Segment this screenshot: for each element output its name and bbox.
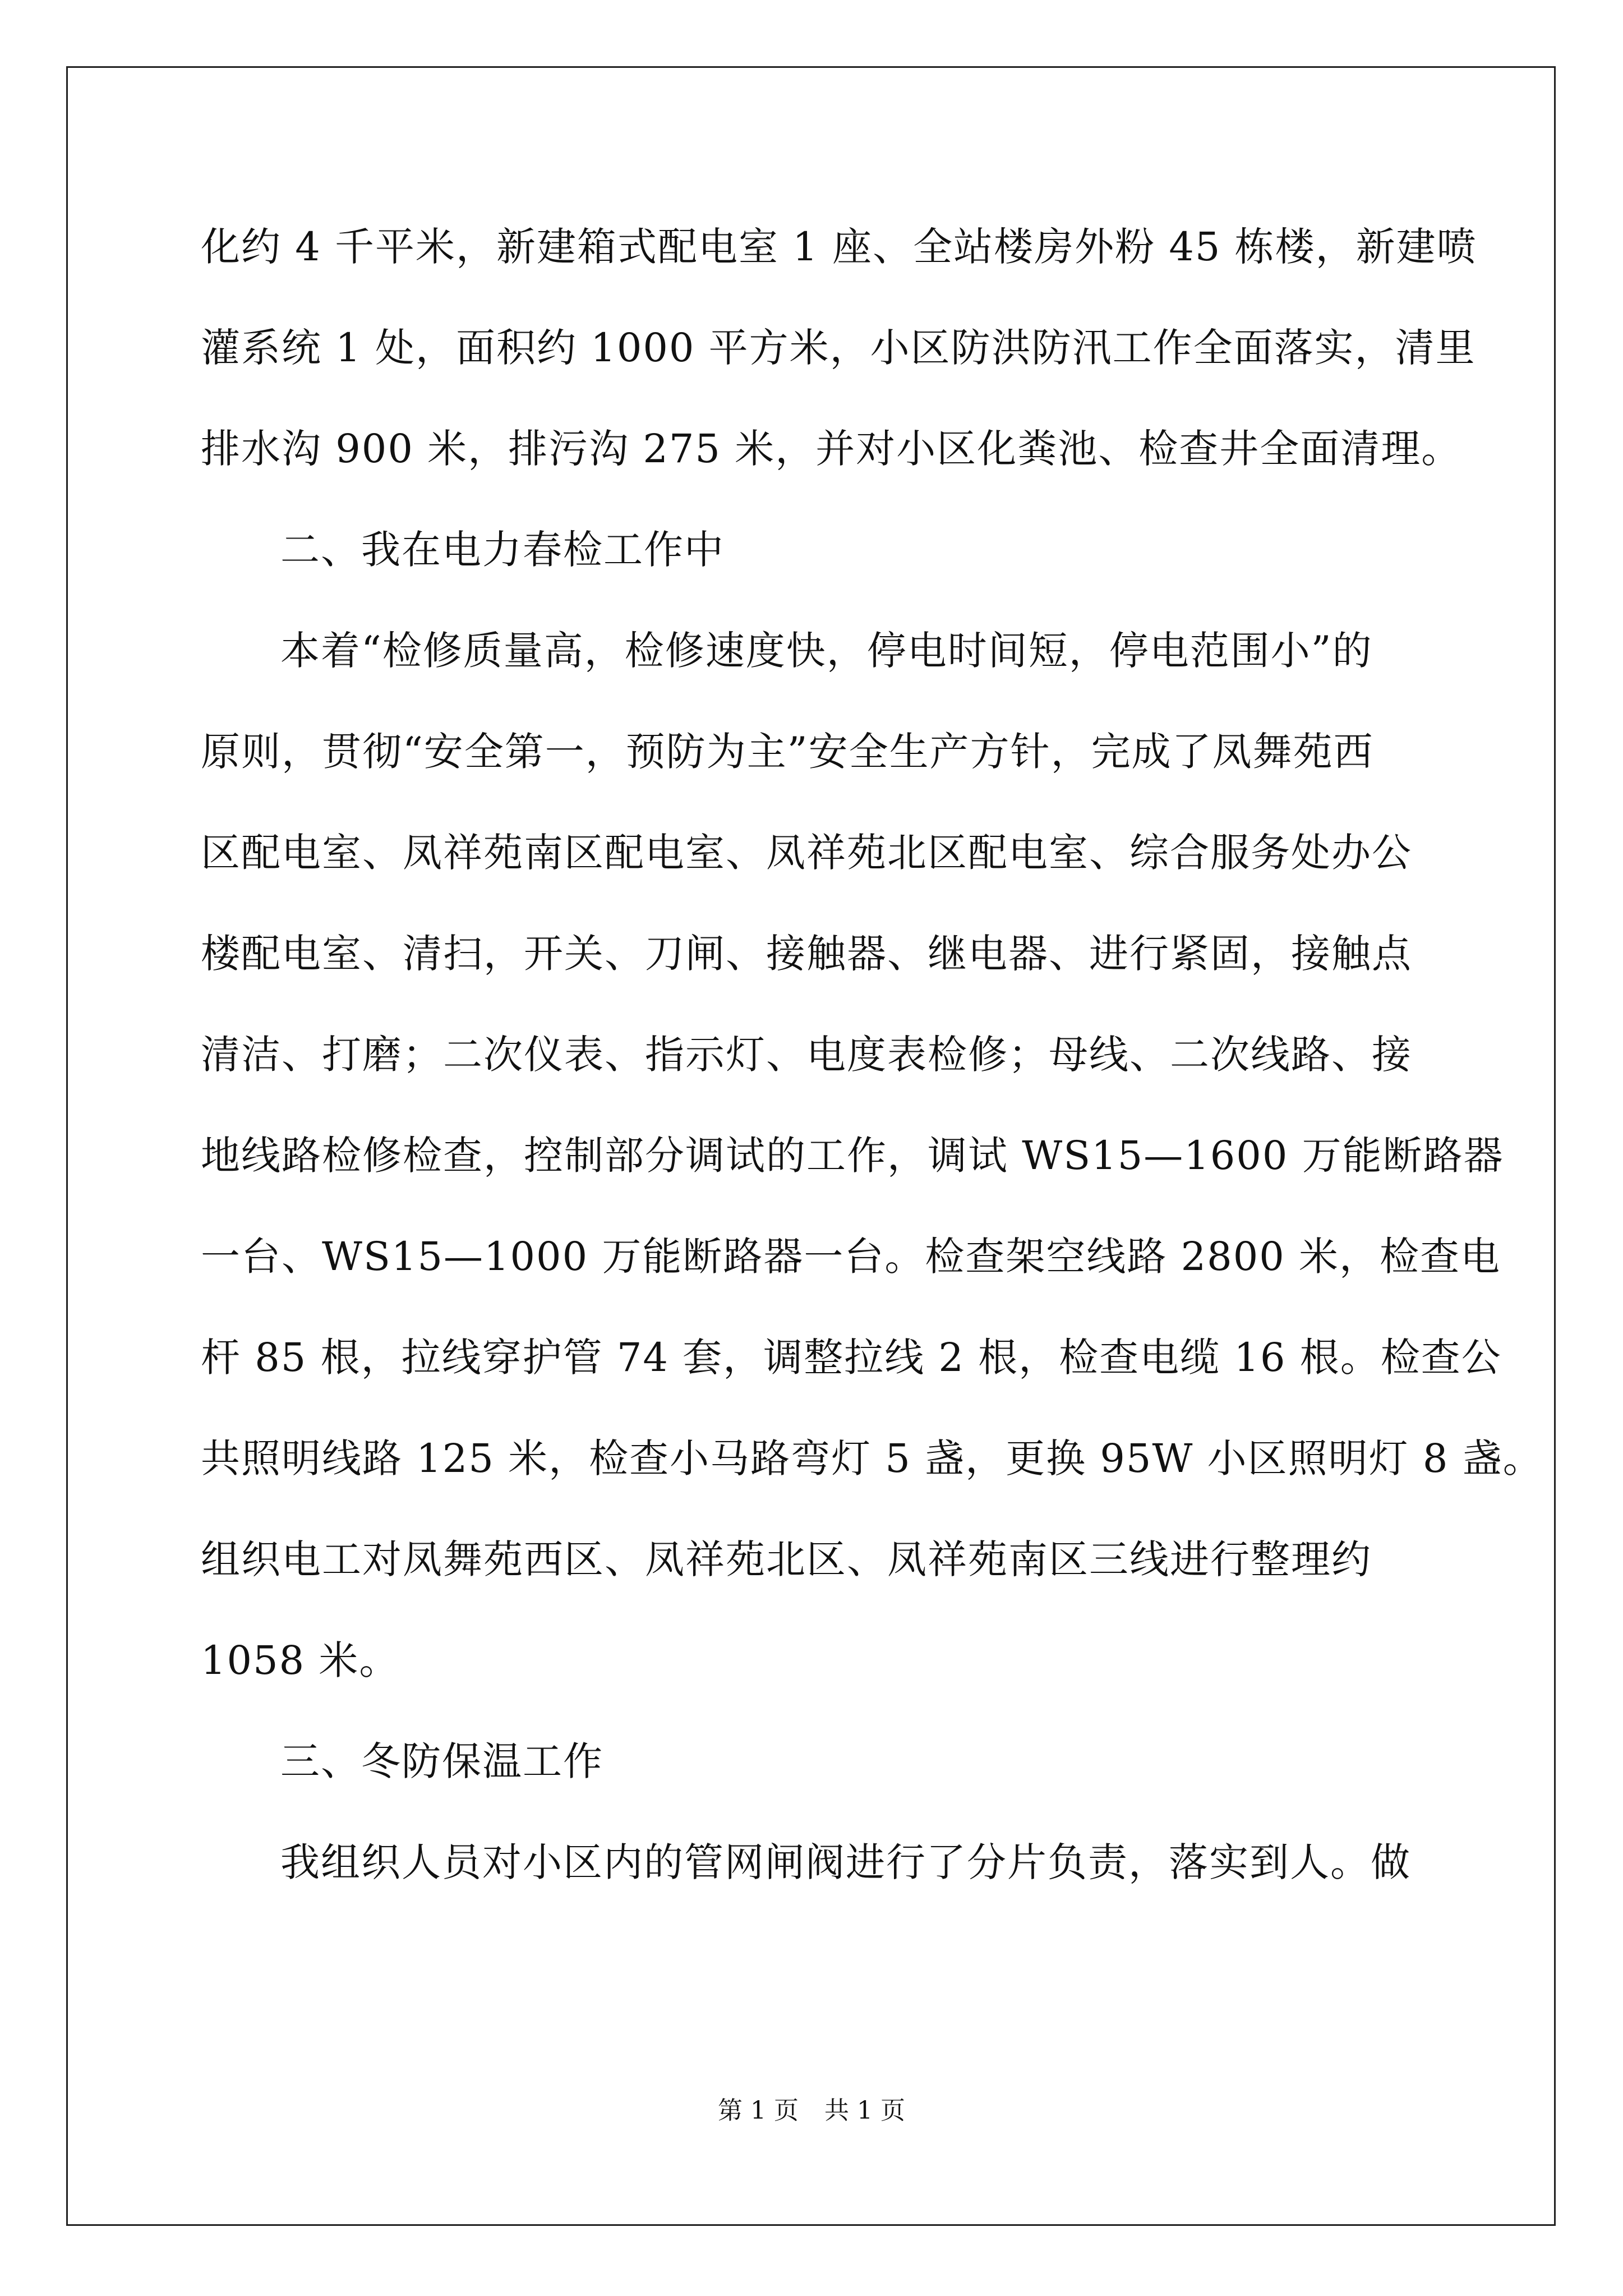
page-footer: [0, 2095, 1623, 2127]
body-line-8: 楼配电室、清扫，开关、刀闸、接触器、继电器、进行紧固，接触点: [201, 931, 1412, 977]
body-line-3: 排水沟 900 米，排污沟 275 米，并对小区化粪池、检查井全面清理。: [201, 426, 1462, 472]
body-line-9: 清洁、打磨；二次仪表、指示灯、电度表检修；母线、二次线路、接: [201, 1032, 1412, 1078]
body-line-5: 本着“检修质量高，检修速度快，停电时间短，停电范围小”的: [280, 628, 1373, 674]
section-heading-3: 三、冬防保温工作: [280, 1738, 603, 1784]
body-line-11: 一台、WS15—1000 万能断路器一台。检查架空线路 2800 米，检查电: [201, 1234, 1501, 1280]
body-line-12: 杆 85 根，拉线穿护管 74 套，调整拉线 2 根，检查电缆 16 根。检查公: [201, 1335, 1502, 1381]
body-line-17: 我组织人员对小区内的管网闸阀进行了分片负责，落实到人。做: [280, 1839, 1411, 1885]
body-line-1: 化约 4 千平米，新建箱式配电室 1 座、全站楼房外粉 45 栋楼，新建喷: [201, 224, 1477, 270]
body-line-15: 1058 米。: [201, 1637, 400, 1683]
body-line-2: 灌系统 1 处，面积约 1000 平方米，小区防洪防汛工作全面落实，清里: [201, 325, 1476, 371]
body-line-6: 原则，贯彻“安全第一，预防为主”安全生产方针，完成了凤舞苑西: [201, 729, 1374, 775]
section-heading-2: 二、我在电力春检工作中: [280, 527, 725, 573]
body-line-7: 区配电室、凤祥苑南区配电室、凤祥苑北区配电室、综合服务处办公: [201, 830, 1412, 876]
body-line-10: 地线路检修检查，控制部分调试的工作，调试 WS15—1600 万能断路器: [201, 1133, 1504, 1179]
page-number: 第 1 页: [718, 2096, 799, 2125]
body-line-13: 共照明线路 125 米，检查小马路弯灯 5 盏，更换 95W 小区照明灯 8 盏。: [201, 1435, 1543, 1481]
body-line-14: 组织电工对凤舞苑西区、凤祥苑北区、凤祥苑南区三线进行整理约: [201, 1536, 1372, 1582]
page-total: 共 1 页: [824, 2096, 905, 2125]
